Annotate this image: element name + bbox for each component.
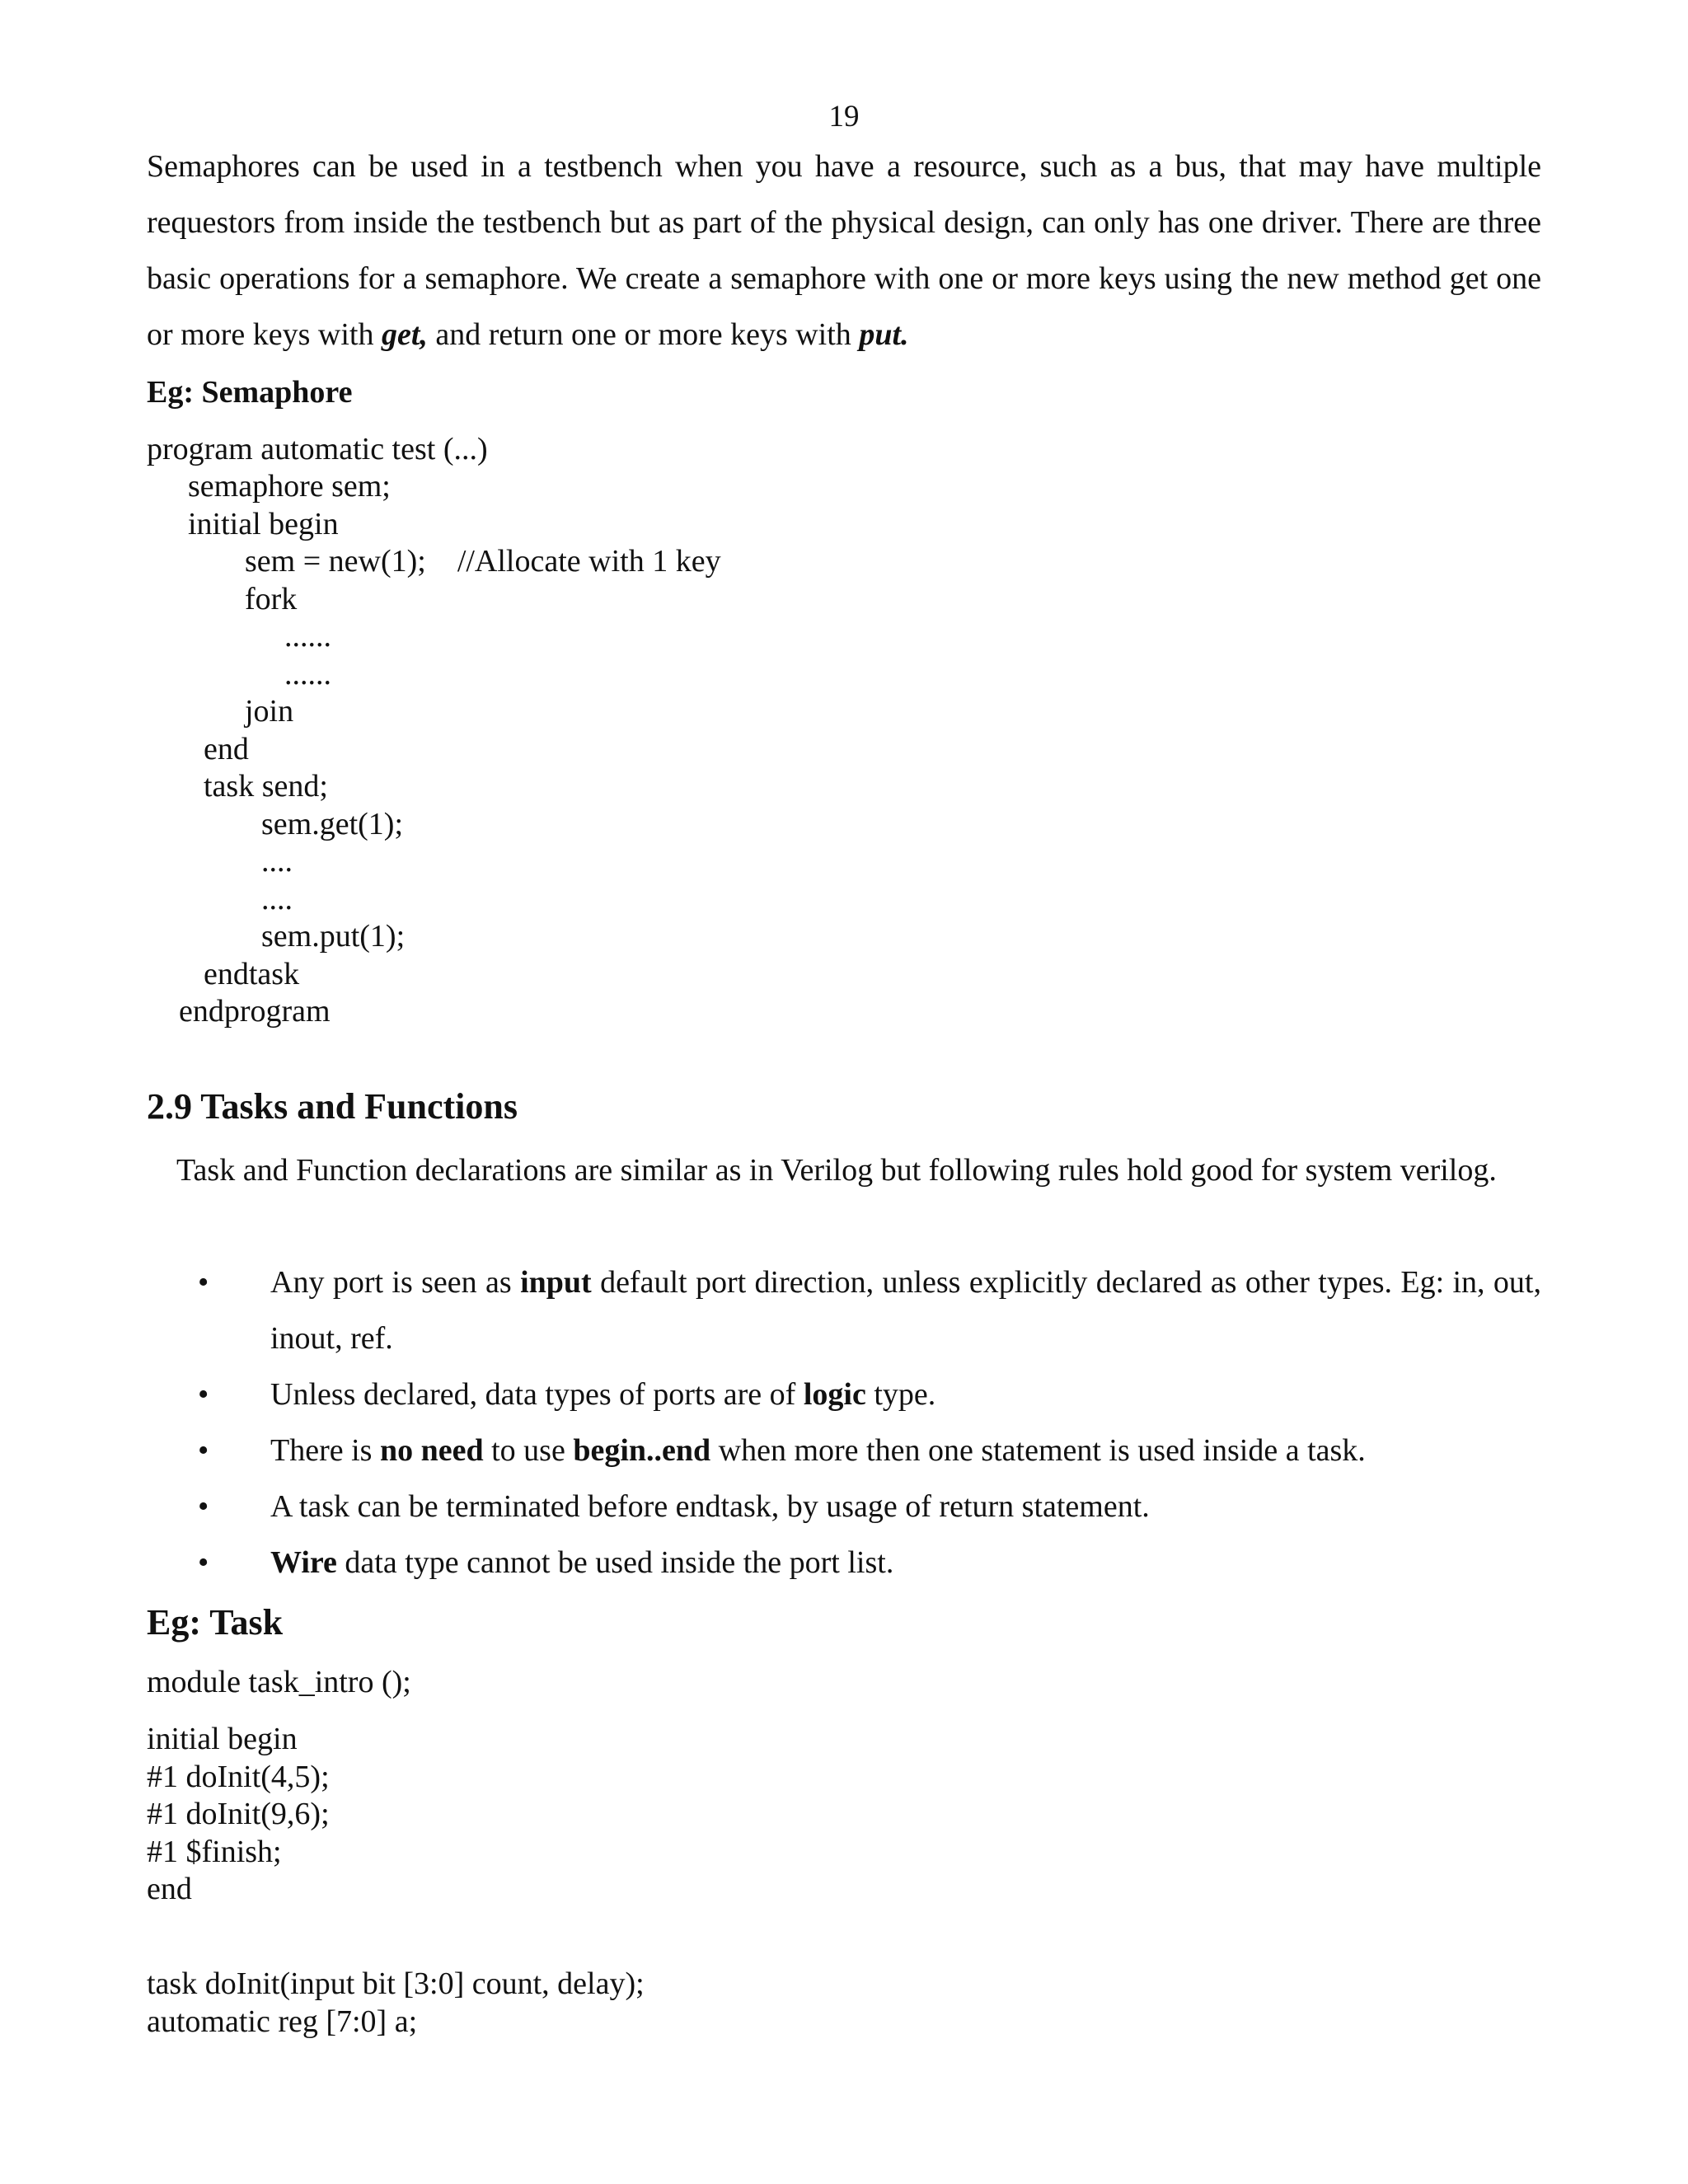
get-keyword: get, xyxy=(381,317,428,352)
code-line: #1 $finish; xyxy=(147,1835,282,1869)
code-line: sem = new(1); //Allocate with 1 key xyxy=(245,544,721,579)
list-item-keyword: begin..end xyxy=(573,1433,711,1468)
list-item xyxy=(147,1254,1541,1366)
list-item-text: A task can be terminated before endtask, by usage of return statement. xyxy=(270,1489,1150,1524)
code-line: end xyxy=(204,732,249,766)
code-line: .... xyxy=(261,844,293,879)
list-item-text: type. xyxy=(865,1377,936,1412)
code-line: #1 doInit(4,5); xyxy=(147,1760,330,1794)
code-line: program automatic test (...) xyxy=(147,432,488,466)
code-line: .... xyxy=(261,882,293,916)
list-item xyxy=(147,1366,1541,1422)
list-item-keyword: Wire xyxy=(270,1545,337,1580)
list-item-keyword: logic xyxy=(803,1377,866,1412)
semaphore-example-label: Eg: Semaphore xyxy=(147,375,353,410)
bullet-icon: • xyxy=(198,1489,209,1524)
semaphore-paragraph-text: Semaphores can be used in a testbench when you have a resource, such as a bus, that may have multiple requestors from inside the testbench but as part of the physical design, can only has one driver. There are three basic operations for a semaphore. We create a semaphore with one or more keys using the new method get one or more keys with xyxy=(147,149,1541,352)
page-number: 19 xyxy=(828,100,860,134)
code-line: module task_intro (); xyxy=(147,1665,411,1699)
code-line: endtask xyxy=(204,957,300,991)
bullet-icon: • xyxy=(198,1377,209,1412)
code-line: task doInit(input bit [3:0] count, delay); xyxy=(147,1966,645,2001)
code-line: initial begin xyxy=(188,507,339,541)
list-item xyxy=(147,1535,1541,1591)
bullet-icon: • xyxy=(198,1433,209,1468)
code-line: endprogram xyxy=(179,994,331,1029)
code-line: join xyxy=(245,694,294,729)
list-item-text: There is xyxy=(270,1433,380,1468)
list-item-text: default port direction, unless explicitly declared as other types. Eg: in, out, inout, ref. xyxy=(270,1265,1541,1356)
tasks-intro-paragraph: Task and Function declarations are similar as in Verilog but following rules hold good for system verilog. xyxy=(176,1153,1497,1188)
bullet-icon: • xyxy=(198,1545,209,1580)
list-item-text: to use xyxy=(483,1433,574,1468)
code-line: task send; xyxy=(204,769,328,804)
section-heading: 2.9 Tasks and Functions xyxy=(147,1086,518,1127)
list-item-keyword: no need xyxy=(379,1433,484,1468)
code-line: #1 doInit(9,6); xyxy=(147,1797,330,1831)
code-line: ...... xyxy=(284,657,331,691)
list-item-text: data type cannot be used inside the port list. xyxy=(336,1545,894,1580)
code-line: fork xyxy=(245,582,298,616)
list-item-keyword: input xyxy=(520,1265,592,1300)
code-line: end xyxy=(147,1872,192,1906)
rules-list xyxy=(147,1254,1541,1591)
list-item-text: Any port is seen as xyxy=(270,1265,521,1300)
task-example-label: Eg: Task xyxy=(147,1602,284,1643)
semaphore-paragraph xyxy=(147,138,1541,363)
code-line: initial begin xyxy=(147,1722,298,1756)
code-line: automatic reg [7:0] a; xyxy=(147,2004,418,2039)
code-line: sem.get(1); xyxy=(261,807,404,841)
list-item-text: when more then one statement is used inside a task. xyxy=(710,1433,1366,1468)
put-keyword: put. xyxy=(859,317,909,352)
code-line: sem.put(1); xyxy=(261,919,406,954)
semaphore-paragraph-text-2: and return one or more keys with xyxy=(427,317,860,352)
list-item-text: Unless declared, data types of ports are of xyxy=(270,1377,804,1412)
code-line: semaphore sem; xyxy=(188,469,391,504)
list-item xyxy=(147,1479,1541,1535)
list-item xyxy=(147,1422,1541,1479)
bullet-icon: • xyxy=(198,1265,209,1300)
code-line: ...... xyxy=(284,619,331,654)
